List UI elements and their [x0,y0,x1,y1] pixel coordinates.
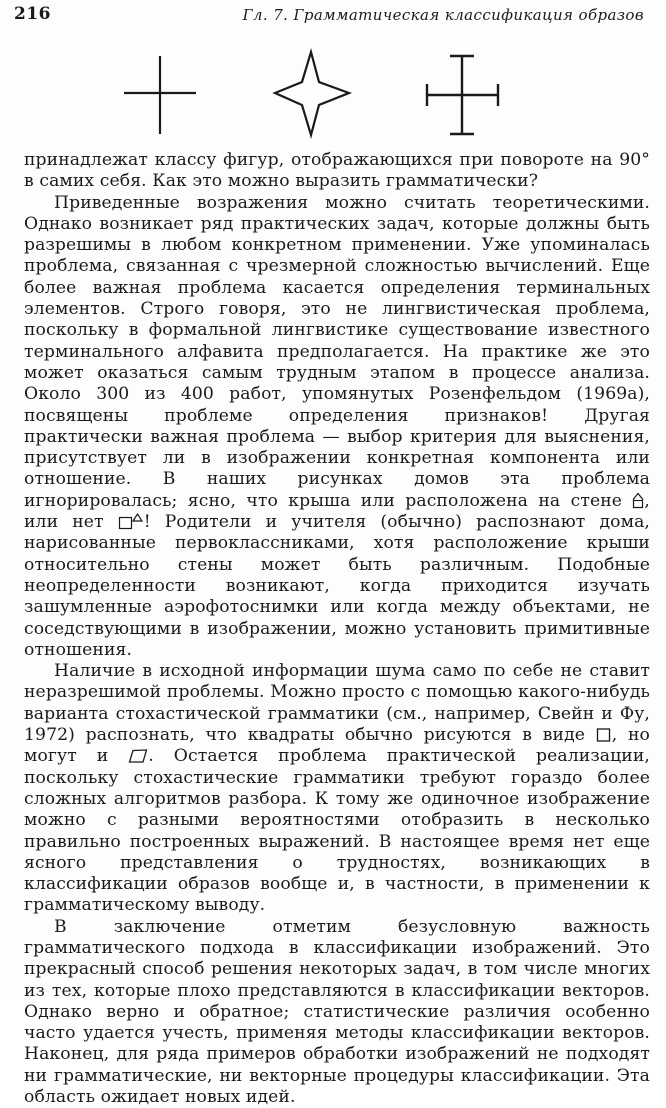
paragraph-2-text-b: , или нет [24,490,650,533]
rotation-symmetric-figures [0,38,666,148]
body-text [24,150,650,1108]
page-number: 216 [14,4,51,24]
house-roof-apart-icon [118,513,144,530]
plus-shape-icon [124,56,196,134]
running-title: Гл. 7. Грамматическая классификация образов [242,6,644,24]
paragraph-4: В заключение отметим безусловную важность грамматического подхода в классификации изображений. Это прекрасный способ решения некоторых задач, в том числе многих из тех, которые плохо представляются в классификации векторов. Однако верно и обратное; статистические различия особенно часто удается учесть, применяя методы классификации векторов. Наконец, для ряда примеров обработки изображений не подходят ни грамматические, ни векторные процедуры классификации. Эта область ожидает новых идей. [24,916,650,1108]
square-icon [596,727,612,743]
paragraph-2 [24,193,650,662]
four-point-star-icon [275,52,349,135]
paragraph-1: принадлежат классу фигур, отображающихся при повороте на 90° в самих себя. Как это можно выразить грамматически? [24,150,650,192]
paragraph-3 [24,661,650,917]
skewed-square-icon [128,748,148,764]
paragraph-2-text-c: ! Родители и учителя (обычно) распознают дома, нарисованные первоклассниками, хотя расположение крыши относительно стены может быть различным. Подобные неопределенности возникают, когда приходится изучать зашумленные аэрофотоснимки или когда между объектами, не соседствующими в изображении, можно установить примитивные отношения. [24,512,650,660]
paragraph-3-text-b: , но могут и [24,725,650,767]
paragraph-3-text-a: Наличие в исходной информации шума само по себе не ставит неразрешимой проблемы. Можно просто с помощью какого-нибудь варианта стохастической грамматики (см., например, Свейн и Фу, 1972) распознать, что квадраты обычно рисуются в виде [24,661,650,746]
house-roof-on-wall-icon [632,492,644,509]
paragraph-2-text-a: Приведенные возражения можно считать теоретическими. Однако возникает ряд практических задач, которые должны быть разрешимы в любом конкретном применении. Уже упоминалась проблема, связанная с чрезмерной сложностью вычислений. Еще более важная проблема касается определения терминальных элементов. Строго говоря, это не лингвистическая проблема, поскольку в формальной лингвистике существование известного терминального алфавита предполагается. На практике же это может оказаться самым трудным этапом в процессе анализа. Около 300 из 400 работ, упомянутых Розенфельдом (1969а), посвящены проблеме определения признаков! Другая практически важная проблема — выбор критерия для выяснения, присутствует ли в изображении конкретная компонента или отношение. В наших рисунках домов эта проблема игнорировалась; ясно, что крыша или расположена на стене [24,192,650,511]
paragraph-3-text-c: . Остается проблема практической реализации, поскольку стохастические грамматики требуют гораздо более сложных алгоритмов разбора. К тому же одиночное изображение можно с разными вероятностями отобразить в несколько правильно построенных выражений. В настоящее время нет еще ясного представления о трудностях, возникающих в классификации образов вообще и, в частности, в применении к грамматическому выводу. [24,746,650,916]
serifed-cross-icon [427,56,498,134]
